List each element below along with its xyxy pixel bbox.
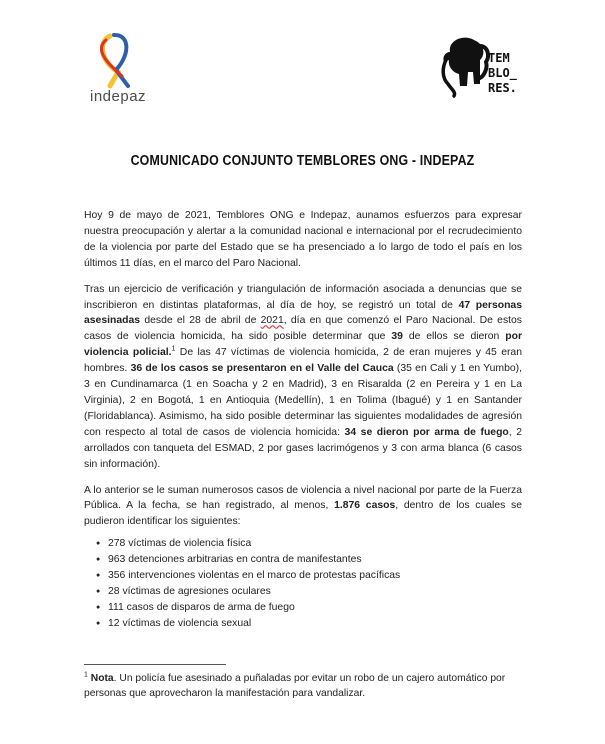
footnote xyxy=(84,671,522,702)
temblores-wordmark-line1: TEM xyxy=(488,51,510,65)
indepaz-logo xyxy=(88,30,158,110)
list-item: ● 356 intervenciones violentas en el marco de protestas pacíficas xyxy=(84,568,522,584)
paragraph-intro: Hoy 9 de mayo de 2021, Temblores ONG e Indepaz, aunamos esfuerzos para expresar nuestra preocupación y alertar a la comunidad nacional e internacional por el recrudecimiento de la violencia por parte del Estado que se ha presenciado a lo largo de todo el país en los últimos 11 días, en el marco del Paro Nacional. xyxy=(84,210,522,269)
elephant-icon xyxy=(440,32,492,98)
paragraph-homicides xyxy=(84,282,522,473)
document-title: COMUNICADO CONJUNTO TEMBLORES ONG - INDEPAZ xyxy=(130,153,475,169)
bold-run: por violencia policial. xyxy=(84,331,522,359)
indepaz-wordmark: indepaz xyxy=(90,88,147,105)
document-body xyxy=(84,208,522,632)
list-item: ● 111 casos de disparos de arma de fuego xyxy=(84,600,522,616)
list-item: ● 12 víctimas de violencia sexual xyxy=(84,616,522,632)
text-run: desde el 28 de abril de xyxy=(140,315,261,327)
paragraph-cases xyxy=(84,483,522,531)
text-run: De las 47 víctimas de violencia homicida, 2 de eran mujeres y 45 eran hombres. xyxy=(84,347,522,375)
list-item: ● 963 detenciones arbitrarias en contra de manifestantes xyxy=(84,552,522,568)
footnote-ref[interactable]: 1 xyxy=(171,345,176,353)
temblores-wordmark-line2: BLO_ xyxy=(488,66,517,80)
text-run: A lo anterior se le suman numerosos casos de violencia a nivel nacional por parte de la Fuerza Pública. A la fecha, se han registrado, al menos, xyxy=(84,484,522,512)
temblores-wordmark-line3: RES. xyxy=(488,81,517,95)
text-run: de ellos se dieron xyxy=(402,331,506,343)
ribbon-icon xyxy=(88,30,158,90)
cases-list xyxy=(84,536,522,631)
bold-run: 1.876 casos xyxy=(334,500,396,512)
bold-run: 34 se dieron por arma de fuego xyxy=(344,426,509,438)
list-item: ● 278 víctimas de violencia física xyxy=(84,536,522,552)
footnote-text: . Un policía fue asesinado a puñaladas por evitar un robo de un cajero automático por personas que aprovecharon la manifestación para vandalizar. xyxy=(84,673,506,700)
bold-run: 39 xyxy=(391,331,403,343)
text-run: (35 en Cali y 1 en Yumbo), 3 en Cundinamarca (1 en Soacha y 2 en Madrid), 3 en Risaralda (2 en Pereira y 1 en La Virginia), 2 en Bogotá, 1 en Antioquia (Medellín), 1 en Tolima (Ibagué) y 1 en Santander (Floridablanca). Asimismo, ha sido posible determinar las siguientes modalidades de agresión con respecto al total de casos de violencia homicida: xyxy=(84,363,522,438)
underlined-year: 2021 xyxy=(260,315,284,327)
bold-run: 36 de los casos se presentaron en el Valle del Cauca xyxy=(130,363,394,375)
text-run: Tras un ejercicio de verificación y triangulación de información asociada a denuncias que se inscribieron en distintas plataformas, al día de hoy, se registró un total de xyxy=(84,283,522,311)
footnote-divider xyxy=(84,664,226,665)
text-run: , dentro de los cuales se pudieron identificar los siguientes: xyxy=(84,500,522,528)
bold-run: 47 personas asesinadas xyxy=(84,299,522,327)
list-item: ● 28 víctimas de agresiones oculares xyxy=(84,584,522,600)
text-run: , 2 arrollados con tanqueta del ESMAD, 2 por gases lacrimógenos y 3 con arma blanca (6 casos sin información). xyxy=(84,426,522,470)
text-run: , día en que comenzó el Paro Nacional. De estos casos de violencia homicida, ha sido posible determinar que xyxy=(84,315,522,343)
footnote-number: 1 xyxy=(84,671,88,679)
temblores-logo xyxy=(440,32,540,104)
footnote-label: Nota xyxy=(90,673,114,684)
